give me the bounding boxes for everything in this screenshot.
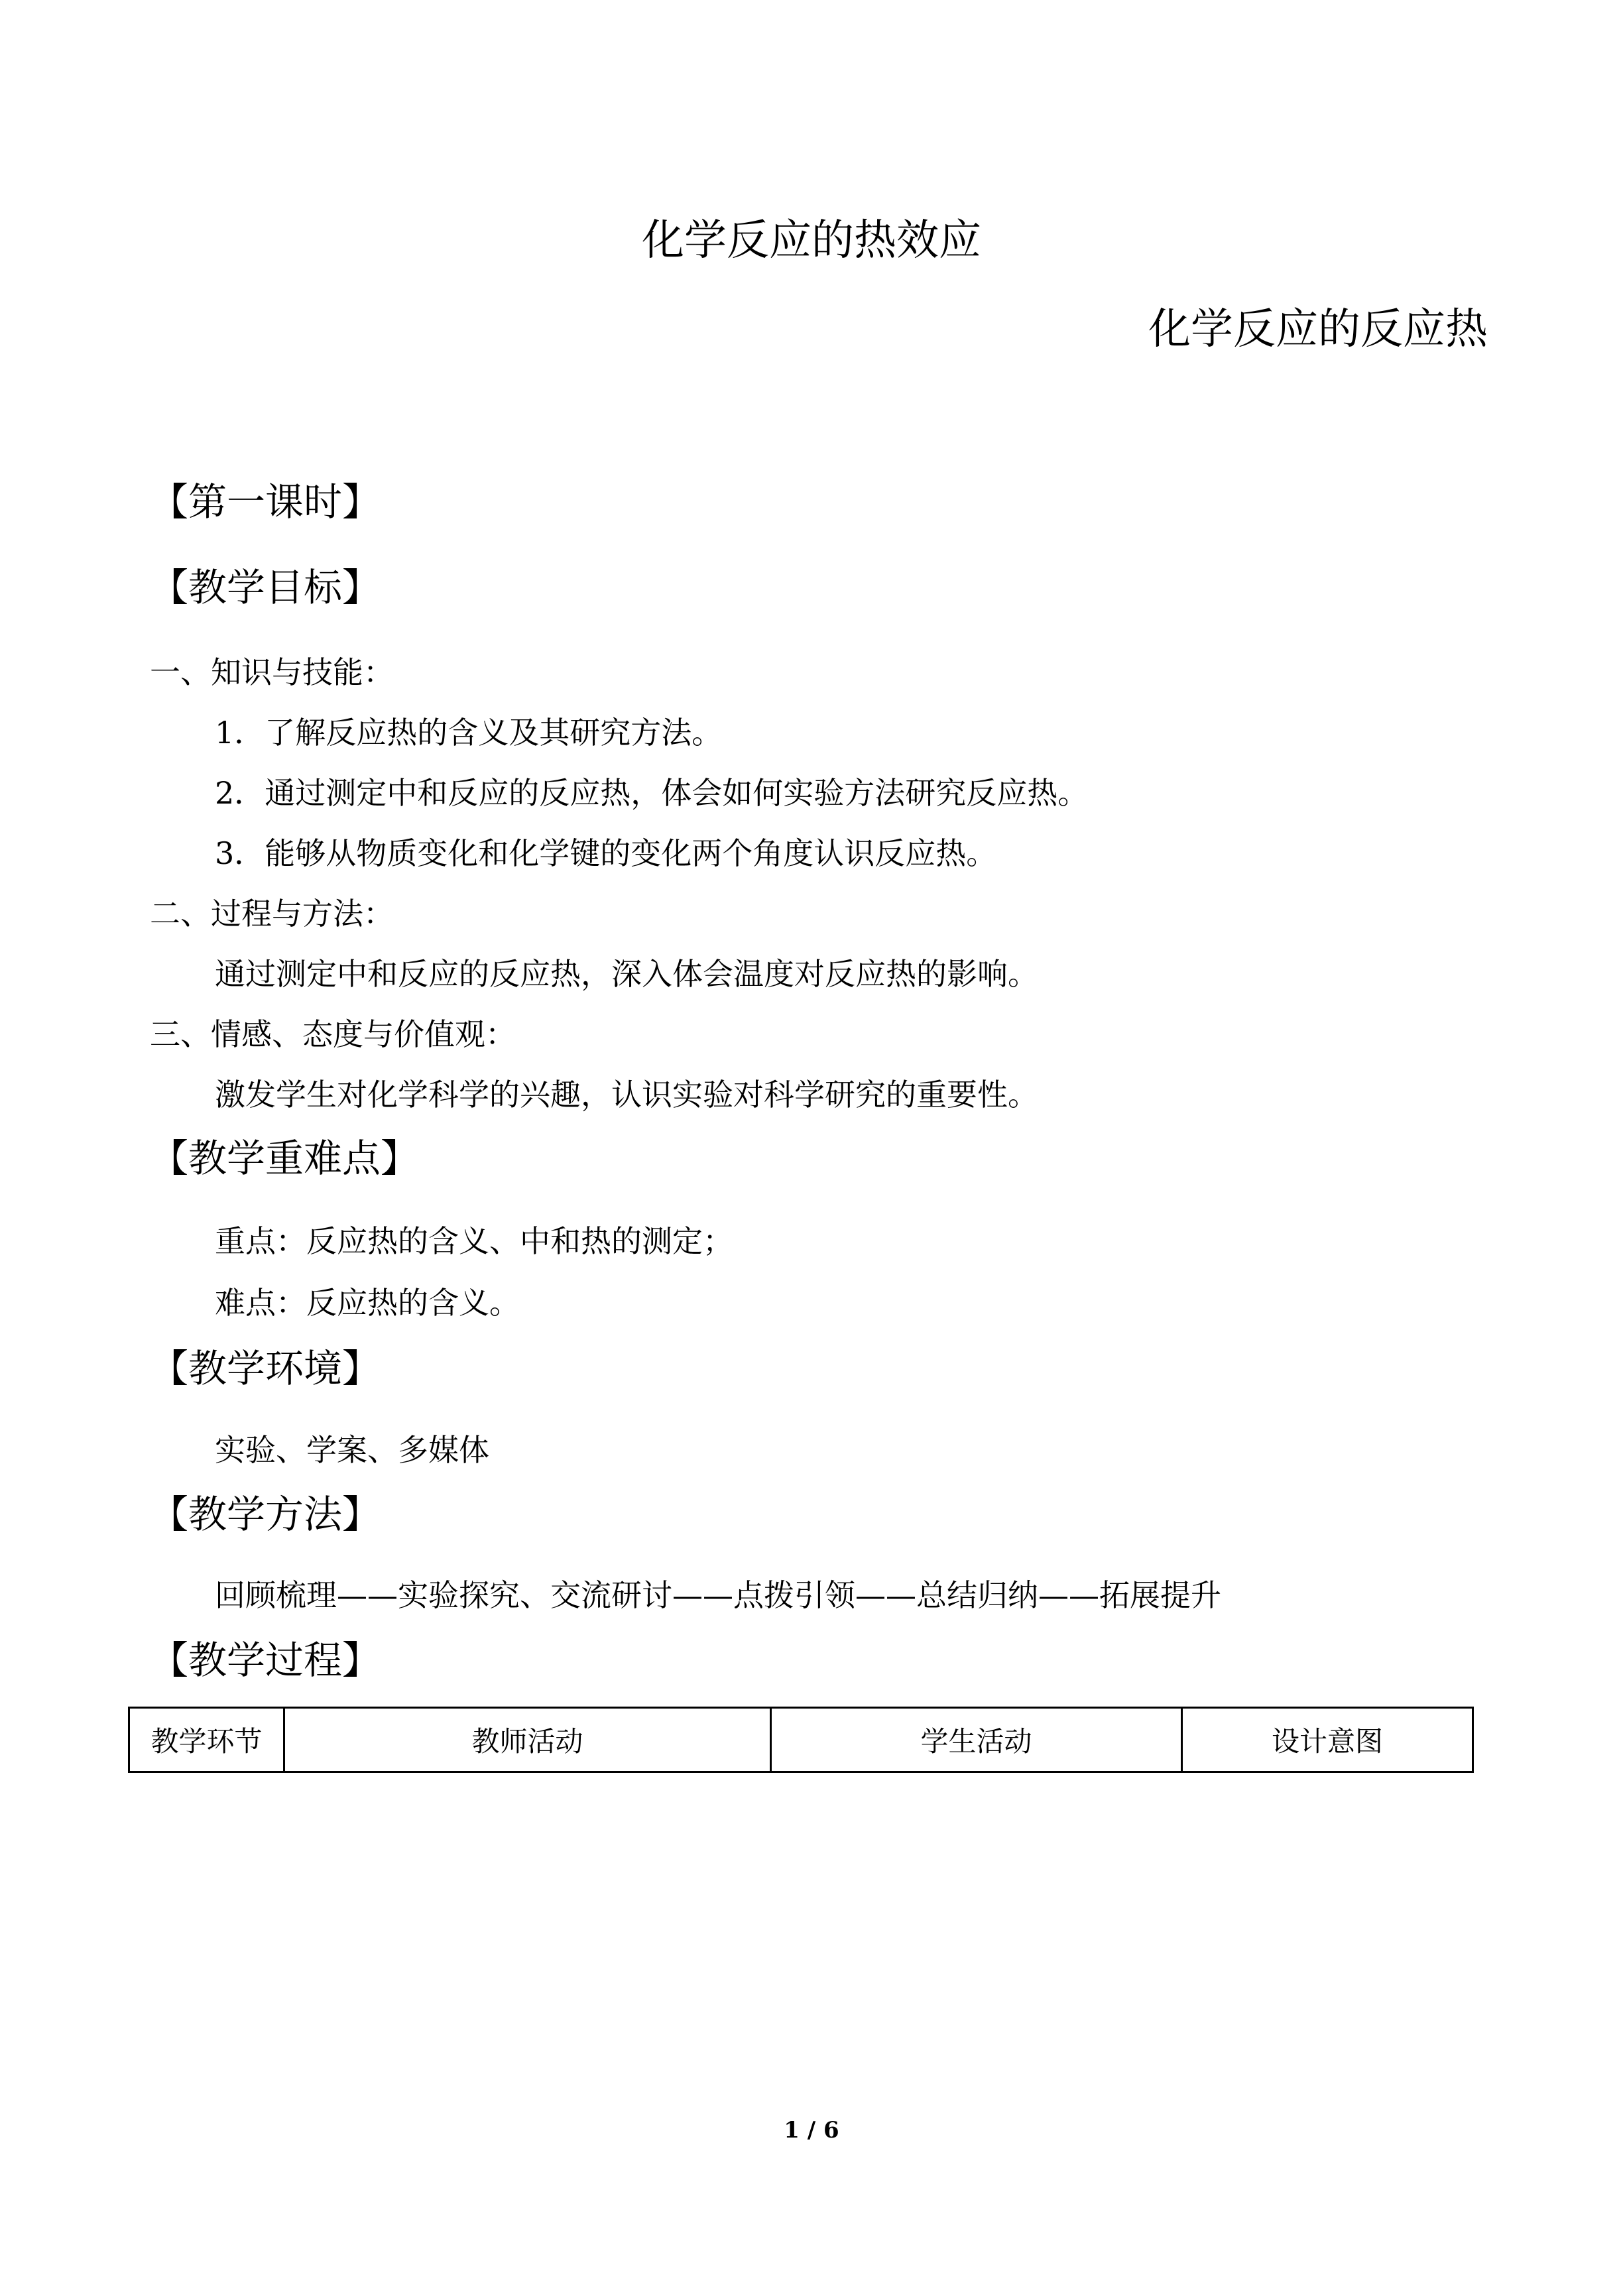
objective-item-3: 3．能够从物质变化和化学键的变化两个角度认识反应热。 xyxy=(215,835,997,871)
process-method-text: 通过测定中和反应的反应热，深入体会温度对反应热的影响。 xyxy=(215,956,1038,992)
environment-text: 实验、学案、多媒体 xyxy=(215,1432,489,1468)
attitude-heading: 三、情感、态度与价值观： xyxy=(150,1016,516,1052)
document-subtitle: 化学反应的反应热 xyxy=(1148,305,1488,354)
table-header-cell: 教学环节 xyxy=(129,1708,284,1772)
methods-text: 回顾梳理——实验探究、交流研讨——点拨引领——总结归纳——拓展提升 xyxy=(215,1577,1221,1613)
process-method-heading: 二、过程与方法： xyxy=(150,896,394,932)
attitude-text: 激发学生对化学科学的兴趣，认识实验对科学研究的重要性。 xyxy=(215,1077,1038,1113)
objective-item-2: 2．通过测定中和反应的反应热，体会如何实验方法研究反应热。 xyxy=(215,775,1089,811)
knowledge-skills-heading: 一、知识与技能： xyxy=(150,654,394,690)
process-heading: 【教学过程】 xyxy=(150,1638,381,1683)
lesson-heading: 【第一课时】 xyxy=(150,479,381,524)
difficult-point-text: 难点：反应热的含义。 xyxy=(215,1285,520,1321)
table-header-cell: 学生活动 xyxy=(771,1708,1182,1772)
document-title: 化学反应的热效应 xyxy=(642,216,981,265)
objectives-heading: 【教学目标】 xyxy=(150,565,381,610)
table-header-row xyxy=(129,1708,1473,1772)
methods-heading: 【教学方法】 xyxy=(150,1492,381,1537)
page-number: 1 / 6 xyxy=(784,2117,839,2144)
key-point-text: 重点：反应热的含义、中和热的测定； xyxy=(215,1223,733,1259)
teaching-process-table xyxy=(128,1707,1474,1773)
objective-item-1: 1．了解反应热的含义及其研究方法。 xyxy=(215,715,723,751)
table-header-cell: 设计意图 xyxy=(1182,1708,1473,1772)
environment-heading: 【教学环境】 xyxy=(150,1346,381,1391)
key-points-heading: 【教学重难点】 xyxy=(150,1136,420,1181)
table-header-cell: 教师活动 xyxy=(284,1708,771,1772)
